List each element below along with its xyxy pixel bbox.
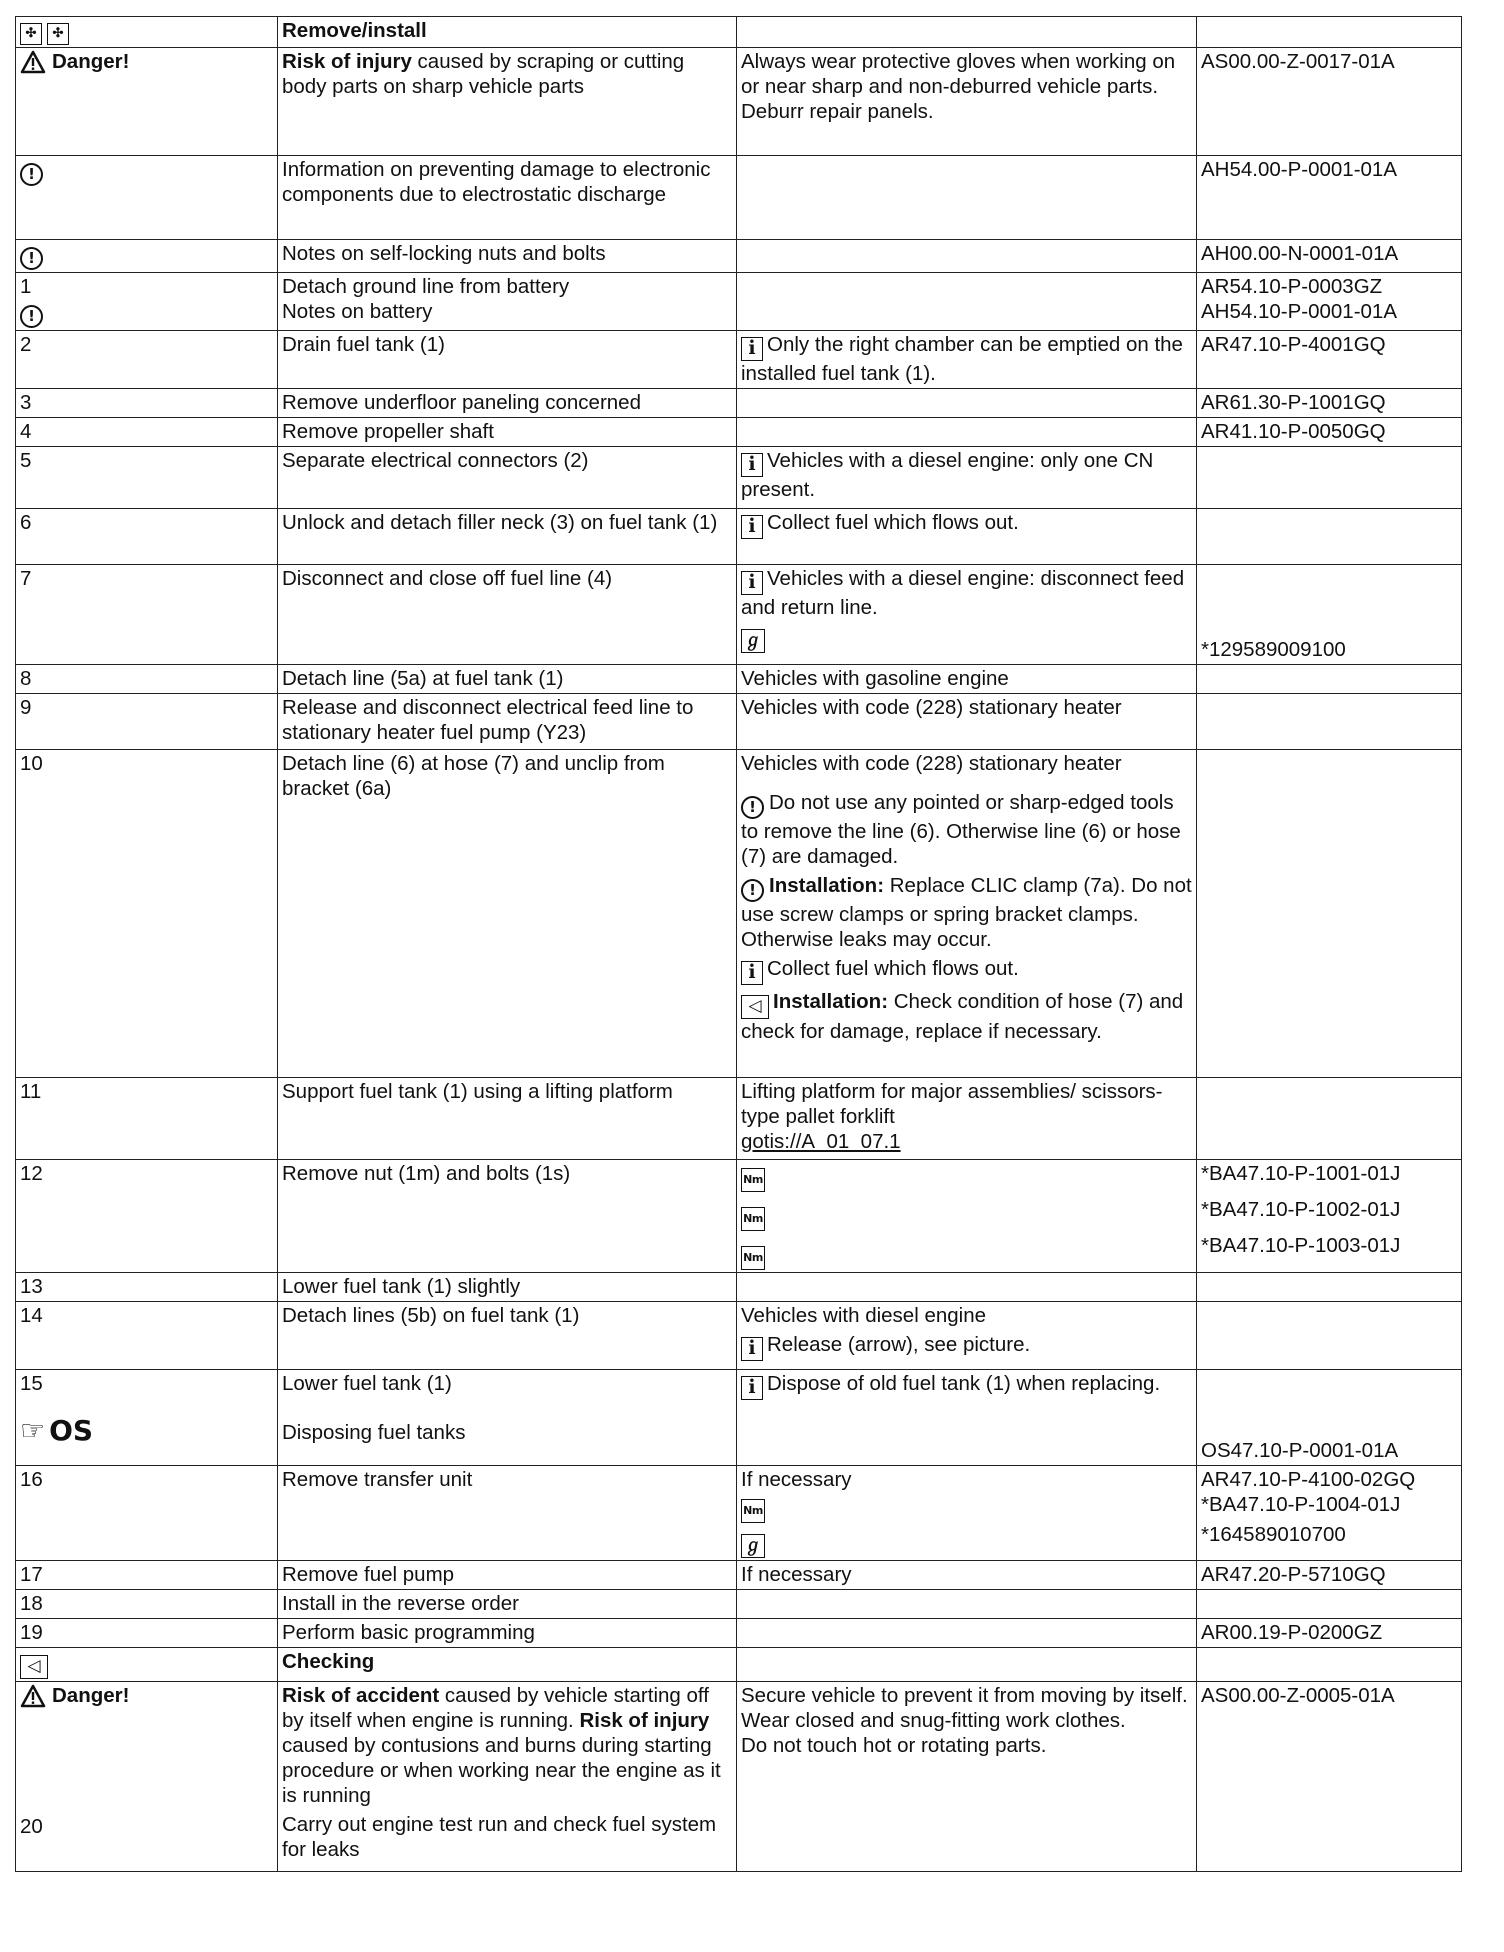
table-row: 17 Remove fuel pump If necessary AR47.20-P-5710GQ xyxy=(16,1561,1462,1590)
warning-triangle-icon xyxy=(20,50,46,74)
info-icon: i xyxy=(741,515,763,539)
checking-header-row xyxy=(16,1648,1462,1682)
table-row: ! Information on preventing damage to electronic components due to electrostatic discharge AH54.00-P-0001-01A xyxy=(16,156,1462,240)
table-row: 1 ! Detach ground line from battery Notes on battery AR54.10-P-0003GZ AH54.10-P-0001-01A xyxy=(16,273,1462,331)
table-row: 12 Remove nut (1m) and bolts (1s) Nm Nm Nm *BA47.10-P-1001-01J *BA47.10-P-1002-01J *BA47.10-P-1003-01J xyxy=(16,1160,1462,1273)
table-row: 2 Drain fuel tank (1) i Only the right chamber can be emptied on the installed fuel tank (1). AR47.10-P-4001GQ xyxy=(16,331,1462,389)
collapse-all-icon[interactable]: ✣ xyxy=(47,23,69,45)
danger-label: Danger! xyxy=(52,1684,130,1707)
torque-icon: Nm xyxy=(741,1168,765,1192)
section-title: Remove/install xyxy=(278,17,737,48)
caution-icon: ! xyxy=(741,879,764,902)
table-row: 5 Separate electrical connectors (2) i Vehicles with a diesel engine: only one CN present. xyxy=(16,447,1462,509)
doc-link[interactable]: AR47.10-P-4100-02GQ xyxy=(1201,1468,1416,1491)
pointing-hand-icon: ☞ xyxy=(20,1414,46,1447)
doc-link[interactable]: AH00.00-N-0001-01A xyxy=(1197,240,1462,273)
info-icon: i xyxy=(741,337,763,361)
info-icon: i xyxy=(741,1376,763,1400)
doc-link[interactable]: AR41.10-P-0050GQ xyxy=(1197,418,1462,447)
danger-label: Danger! xyxy=(52,50,130,73)
torque-icon: Nm xyxy=(741,1499,765,1523)
table-row: 4 Remove propeller shaft AR41.10-P-0050GQ xyxy=(16,418,1462,447)
doc-link[interactable]: *BA47.10-P-1001-01J xyxy=(1201,1162,1401,1185)
expand-all-icon[interactable]: ✣ xyxy=(20,23,42,45)
doc-link[interactable]: AS00.00-Z-0017-01A xyxy=(1197,48,1462,156)
check-icon: ◁ xyxy=(741,995,769,1019)
doc-link[interactable]: AR47.10-P-4001GQ xyxy=(1197,331,1462,389)
torque-icon: Nm xyxy=(741,1246,765,1270)
doc-link[interactable]: *164589010700 xyxy=(1201,1523,1346,1546)
info-icon: i xyxy=(741,571,763,595)
caution-icon: ! xyxy=(741,796,764,819)
table-row: 7 Disconnect and close off fuel line (4) i Vehicles with a diesel engine: disconnect feed and return line. ℊ *129589009100 xyxy=(16,565,1462,665)
doc-link[interactable]: *BA47.10-P-1002-01J xyxy=(1201,1198,1401,1221)
doc-link[interactable]: AS00.00-Z-0005-01A xyxy=(1197,1682,1462,1872)
header-row xyxy=(16,17,1462,48)
table-row: 14 Detach lines (5b) on fuel tank (1) Vehicles with diesel engine i Release (arrow), see picture. xyxy=(16,1302,1462,1370)
warning-triangle-icon xyxy=(20,1684,46,1708)
doc-link[interactable]: OS47.10-P-0001-01A xyxy=(1197,1370,1462,1466)
table-row: ! Notes on self-locking nuts and bolts AH00.00-N-0001-01A xyxy=(16,240,1462,273)
info-icon: i xyxy=(741,453,763,477)
table-row: 16 Remove transfer unit If necessary Nm ℊ AR47.10-P-4100-02GQ *BA47.10-P-1004-01J *164589010700 xyxy=(16,1466,1462,1561)
doc-link[interactable]: *BA47.10-P-1004-01J xyxy=(1201,1493,1401,1516)
doc-link[interactable]: AR61.30-P-1001GQ xyxy=(1197,389,1462,418)
note-icon: ! xyxy=(20,305,43,328)
table-row: 6 Unlock and detach filler neck (3) on fuel tank (1) i Collect fuel which flows out. xyxy=(16,509,1462,565)
table-row: 18 Install in the reverse order xyxy=(16,1590,1462,1619)
section-title: Checking xyxy=(278,1648,737,1682)
special-tool-icon: ℊ xyxy=(741,1534,765,1558)
table-row: 10 Detach line (6) at hose (7) and unclip from bracket (6a) Vehicles with code (228) stationary heater ! Do not use any pointed or sharp-edged tools to remove the line (6). Otherwise line (6) or hose (7) are damaged. ! Installation: Replace CLIC clamp (7a). Do not use screw clamps or spring bracket clamps. Otherwise leaks may occur. i Collect fuel which flows out. ◁ Installation: Check condition of hose (7) and check for damage, replace if necessary. xyxy=(16,750,1462,1078)
table-row: Danger! 20 Risk of accident caused by vehicle starting off by itself when engine is running. Risk of injury caused by contusions and burns during starting procedure or when working near the engine as it is running Carry out engine test run and check fuel system for leaks Secure vehicle to prevent it from moving by itself. Wear closed and snug-fitting work clothes. Do not touch hot or rotating parts. AS00.00-Z-0005-01A xyxy=(16,1682,1462,1872)
doc-link[interactable]: AH54.00-P-0001-01A xyxy=(1197,156,1462,240)
doc-link[interactable]: *BA47.10-P-1003-01J xyxy=(1201,1234,1401,1257)
table-row: 11 Support fuel tank (1) using a lifting platform Lifting platform for major assemblies/ scissors-type pallet forklift gotis://A_01_07.1 xyxy=(16,1078,1462,1160)
info-icon: i xyxy=(741,1337,763,1361)
table-row: 15 ☞ OS Lower fuel tank (1) Disposing fuel tanks i Dispose of old fuel tank (1) when replacing. OS47.10-P-0001-01A xyxy=(16,1370,1462,1466)
doc-link[interactable]: *129589009100 xyxy=(1197,565,1462,665)
special-tool-icon: ℊ xyxy=(741,629,765,653)
note-icon: ! xyxy=(20,163,43,186)
procedure-table xyxy=(15,16,1462,1872)
info-icon: i xyxy=(741,961,763,985)
table-row: Danger! Risk of injury caused by scraping or cutting body parts on sharp vehicle parts Always wear protective gloves when working on or near sharp and non-deburred vehicle parts. Deburr repair panels. AS00.00-Z-0017-01A xyxy=(16,48,1462,156)
doc-link[interactable]: AR00.19-P-0200GZ xyxy=(1197,1619,1462,1648)
doc-link[interactable]: AH54.10-P-0001-01A xyxy=(1201,300,1398,323)
table-row: 9 Release and disconnect electrical feed line to stationary heater fuel pump (Y23) Vehicles with code (228) stationary heater xyxy=(16,694,1462,750)
table-row: 8 Detach line (5a) at fuel tank (1) Vehicles with gasoline engine xyxy=(16,665,1462,694)
gotis-link[interactable]: gotis://A_01_07.1 xyxy=(741,1130,901,1153)
check-icon: ◁ xyxy=(20,1655,48,1679)
doc-link[interactable]: AR54.10-P-0003GZ xyxy=(1201,275,1383,298)
note-icon: ! xyxy=(20,247,43,270)
table-row: 19 Perform basic programming AR00.19-P-0200GZ xyxy=(16,1619,1462,1648)
table-row: 3 Remove underfloor paneling concerned AR61.30-P-1001GQ xyxy=(16,389,1462,418)
doc-link[interactable]: AR47.20-P-5710GQ xyxy=(1197,1561,1462,1590)
torque-icon: Nm xyxy=(741,1207,765,1231)
table-row: 13 Lower fuel tank (1) slightly xyxy=(16,1273,1462,1302)
